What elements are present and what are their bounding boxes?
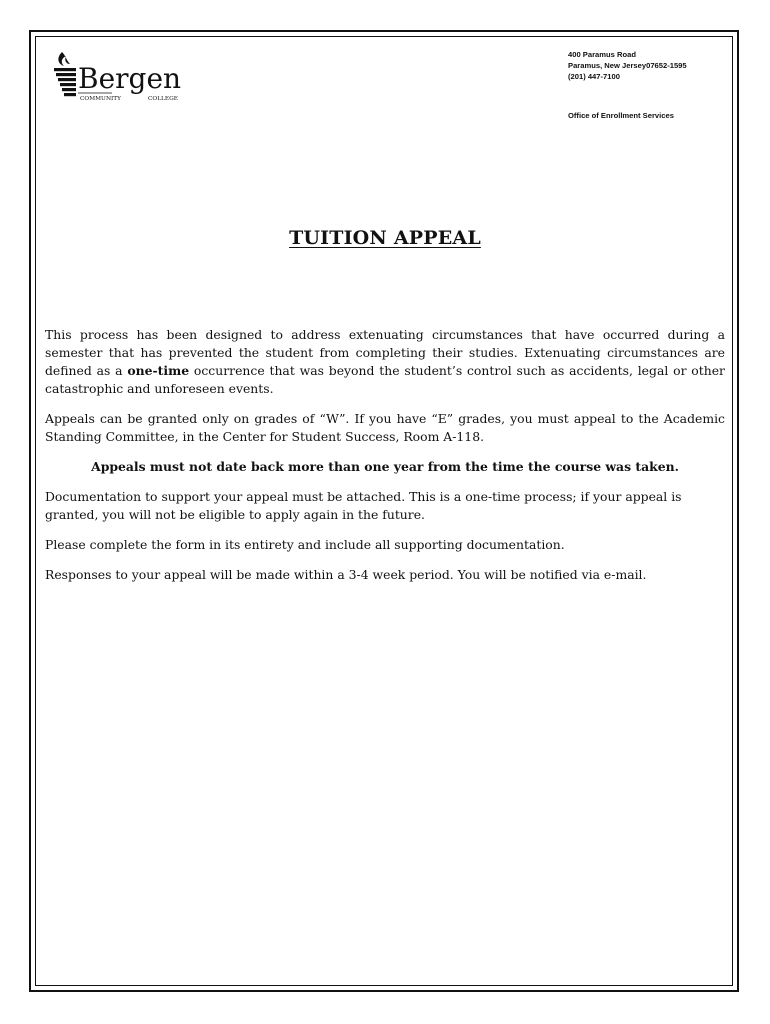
address-street: 400 Paramus Road [568, 50, 636, 59]
page-title: TUITION APPEAL [289, 227, 481, 249]
logo-sub-left: COMMUNITY [80, 96, 121, 102]
paragraph-grades: Appeals can be granted only on grades of “W”. If you have “E” grades, you must appeal to the Academic Standing Committee, in the Center for Student Success, Room A-118. [45, 411, 725, 444]
document-body [45, 326, 725, 596]
logo-wordmark: Bergen [78, 62, 182, 95]
paragraph-extenuating: This process has been designed to address extenuating circumstances that have occurred during a semester that has prevented the student from completing their studies. Extenuating circumstances are defined as a one-time occurrence that was beyond the student’s control such as accidents, legal or other catastrophic and unforeseen events. [45, 327, 725, 396]
torch-flame-icon [58, 52, 70, 66]
paragraph-time-limit: Appeals must not date back more than one year from the time the course was taken. [91, 459, 679, 474]
paragraph-complete-form: Please complete the form in its entirety and include all supporting documentation. [45, 537, 565, 552]
address-city: Paramus, New Jersey07652-1595 [568, 61, 687, 70]
address-block [568, 49, 687, 82]
paragraph-documentation: Documentation to support your appeal must be attached. This is a one-time process; if your appeal is granted, you will not be eligible to apply again in the future. [45, 489, 682, 522]
bergen-logo [52, 50, 192, 106]
logo-sub-right: COLLEGE [148, 96, 178, 102]
one-time-emphasis: one-time [127, 363, 190, 378]
paragraph-responses: Responses to your appeal will be made within a 3-4 week period. You will be notified via e-mail. [45, 567, 647, 582]
office-name: Office of Enrollment Services [568, 111, 674, 120]
address-phone: (201) 447-7100 [568, 72, 620, 81]
